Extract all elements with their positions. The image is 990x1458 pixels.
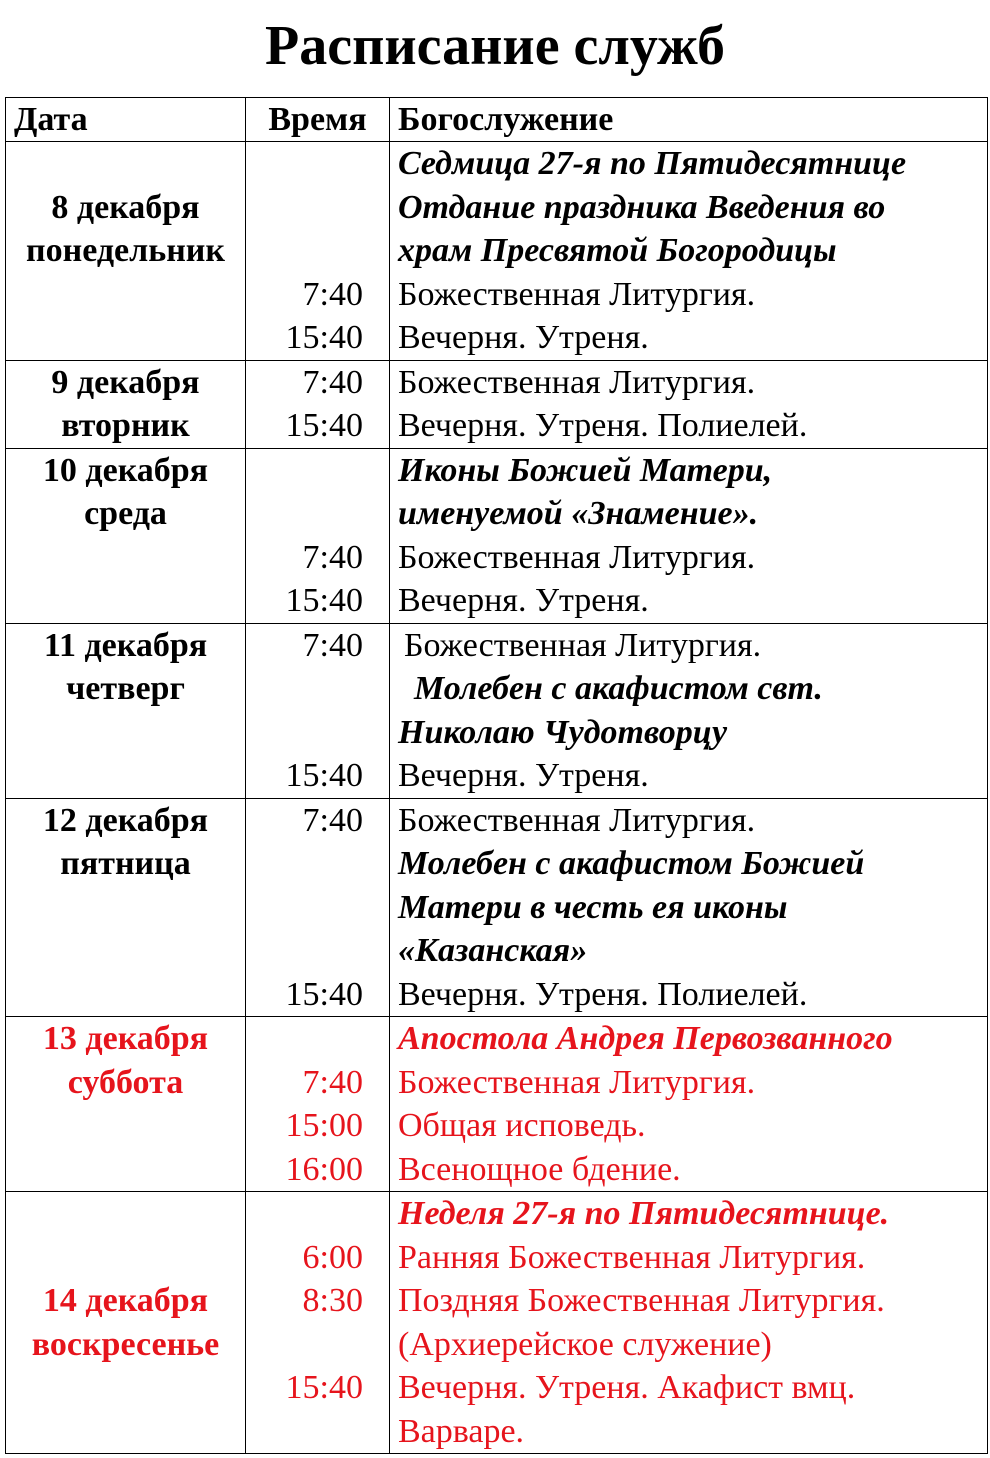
day-time-cell [246, 798, 390, 1017]
day-service-cell [390, 448, 988, 623]
service-time: 16:00 [285, 1150, 363, 1188]
day-date: 13 декабря [42, 1020, 209, 1057]
service-time: 15:40 [285, 407, 363, 444]
service-name: Вечерня. Утреня. Акафист вмц. [398, 1369, 856, 1406]
service-time: 15:40 [285, 582, 363, 619]
feast-title: Неделя 27-я по Пятидесятнице. [398, 1195, 890, 1232]
day-date: 14 декабря [42, 1282, 209, 1319]
day-date-cell [6, 1192, 246, 1454]
service-name: Вечерня. Утреня. Полиелей. [398, 407, 808, 444]
day-date-cell [6, 360, 246, 448]
day-service-cell [390, 142, 988, 361]
feast-title: Отдание праздника Введения во [398, 188, 886, 226]
day-time-cell [246, 448, 390, 623]
service-time: 7:40 [302, 538, 363, 576]
service-time: 7:40 [302, 801, 363, 839]
service-name: Божественная Литургия. [398, 363, 756, 401]
day-weekday: суббота [67, 1063, 184, 1101]
service-time: 6:00 [302, 1238, 363, 1276]
feast-title: Николаю Чудотворцу [398, 713, 728, 751]
service-name: Божественная Литургия. [398, 801, 756, 839]
service-name: Ранняя Божественная Литургия. [398, 1238, 866, 1276]
header-time: Время [246, 98, 390, 142]
day-service-cell [390, 360, 988, 448]
day-weekday: воскресенье [31, 1325, 220, 1363]
day-row [6, 623, 988, 798]
service-time [246, 492, 389, 536]
page-title: Расписание служб [265, 15, 725, 77]
service-name: Общая исповедь. [398, 1107, 646, 1144]
day-weekday: вторник [61, 407, 190, 444]
service-time [246, 1017, 389, 1061]
feast-title: Иконы Божией Матери, [398, 451, 773, 489]
service-time: 15:40 [285, 319, 363, 356]
schedule-table [5, 97, 988, 1454]
day-date-cell [6, 142, 246, 361]
feast-title: Апостола Андрея Первозванного [398, 1020, 893, 1057]
service-name: Варваре. [398, 1412, 525, 1450]
schedule-body [6, 142, 988, 1454]
service-time: 8:30 [302, 1282, 363, 1319]
day-service-cell [390, 798, 988, 1017]
day-row [6, 142, 988, 361]
service-time [246, 842, 389, 886]
service-time: 15:00 [285, 1107, 363, 1144]
day-date: 9 декабря [51, 363, 200, 401]
service-name: Вечерня. Утреня. [398, 319, 649, 356]
day-time-cell [246, 1192, 390, 1454]
service-time: 7:40 [302, 626, 363, 664]
header-service: Богослужение [390, 98, 988, 142]
service-time [246, 1192, 389, 1236]
day-weekday: понедельник [26, 232, 225, 269]
service-time: 15:40 [285, 1369, 363, 1406]
day-row [6, 360, 988, 448]
service-time: 15:40 [285, 975, 363, 1013]
day-service-cell [390, 623, 988, 798]
service-name: Божественная Литургия. [398, 538, 756, 576]
day-row [6, 1017, 988, 1192]
day-date: 11 декабря [43, 626, 208, 664]
service-time [246, 449, 389, 493]
day-time-cell [246, 623, 390, 798]
day-time-cell [246, 1017, 390, 1192]
service-name: Божественная Литургия. [398, 1063, 756, 1101]
service-name: Вечерня. Утреня. Полиелей. [398, 975, 808, 1013]
service-name: Божественная Литургия. [404, 626, 762, 664]
service-time [246, 1323, 389, 1367]
service-name: (Архиерейское служение) [398, 1325, 772, 1363]
service-time [246, 186, 389, 230]
service-time [246, 929, 389, 973]
day-weekday: четверг [66, 670, 185, 707]
day-date-cell [6, 623, 246, 798]
service-time: 7:40 [302, 1063, 363, 1101]
service-time [246, 886, 389, 930]
service-name: Всенощное бдение. [398, 1150, 681, 1188]
service-time: 15:40 [285, 757, 363, 794]
feast-title: именуемой «Знамение». [398, 495, 759, 532]
day-date-cell [6, 448, 246, 623]
service-name: Вечерня. Утреня. [398, 582, 649, 619]
day-date: 12 декабря [42, 801, 209, 839]
day-service-cell [390, 1192, 988, 1454]
service-time [246, 142, 389, 186]
service-name: Вечерня. Утреня. [398, 757, 649, 794]
day-date: 10 декабря [42, 451, 209, 489]
service-name: Поздняя Божественная Литургия. [398, 1282, 885, 1319]
header-date: Дата [6, 98, 246, 142]
day-row [6, 1192, 988, 1454]
day-date: 8 декабря [51, 188, 200, 226]
service-time [246, 229, 389, 273]
header-row [6, 98, 988, 142]
day-weekday: пятница [60, 845, 191, 882]
service-time: 7:40 [302, 363, 363, 401]
service-time [246, 1410, 389, 1454]
feast-title: храм Пресвятой Богородицы [398, 232, 837, 269]
day-weekday: среда [84, 495, 167, 532]
service-time [246, 711, 389, 755]
day-date-cell [6, 798, 246, 1017]
day-service-cell [390, 1017, 988, 1192]
day-date-cell [6, 1017, 246, 1192]
day-row [6, 448, 988, 623]
feast-title: Матери в честь ея иконы [398, 888, 788, 926]
feast-title: Молебен с акафистом свт. [414, 670, 823, 707]
feast-title: Молебен с акафистом Божией [398, 845, 865, 882]
service-time: 7:40 [302, 275, 363, 313]
feast-title: «Казанская» [398, 932, 588, 969]
service-time [246, 667, 389, 711]
day-row [6, 798, 988, 1017]
day-time-cell [246, 142, 390, 361]
service-name: Божественная Литургия. [398, 275, 756, 313]
day-time-cell [246, 360, 390, 448]
feast-title: Седмица 27-я по Пятидесятнице [398, 145, 907, 182]
